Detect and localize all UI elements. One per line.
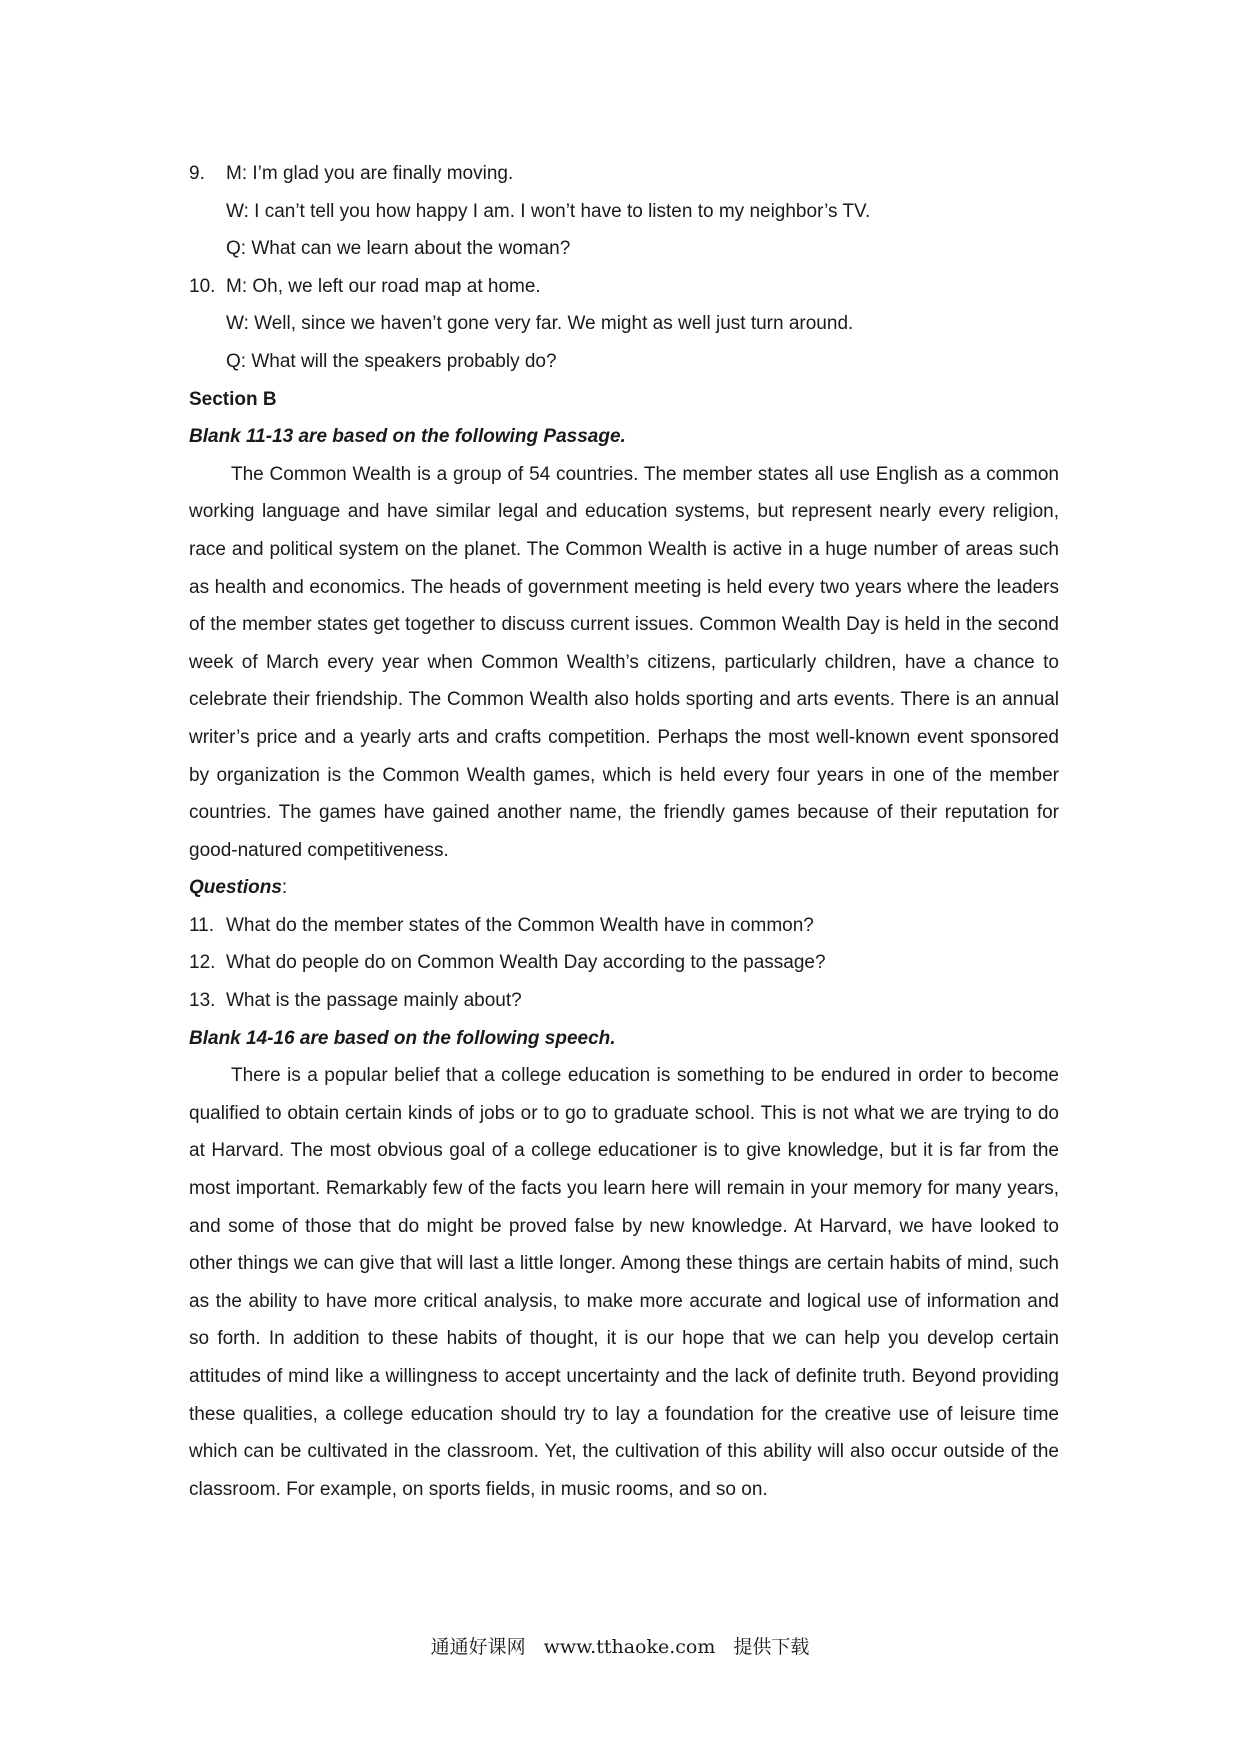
question-item bbox=[189, 982, 1059, 1020]
question-number: 13. bbox=[189, 990, 216, 1012]
footer-site-name: 通通好课网 bbox=[430, 1636, 526, 1658]
dialogue-line: W: I can’t tell you how happy I am. I won’t have to listen to my neighbor’s TV. bbox=[226, 200, 871, 222]
dialogue-question: Q: What can we learn about the woman? bbox=[226, 238, 571, 260]
page-footer bbox=[0, 1632, 1240, 1659]
passage-heading: Blank 14-16 are based on the following speech. bbox=[189, 1027, 616, 1049]
question-item bbox=[189, 944, 1059, 982]
question-number: 11. bbox=[189, 914, 215, 936]
dialogue-line: W: Well, since we haven’t gone very far. We might as well just turn around. bbox=[226, 313, 854, 335]
passage-text: The Common Wealth is a group of 54 countries. The member states all use English as a common working language and have similar legal and education systems, but represent nearly every religion, race and political system on the planet. The Common Wealth is active in a huge number of areas such as health and economics. The heads of government meeting is held every two years where the leaders of the member states get together to discuss current issues. Common Wealth Day is held in the second week of March every year when Common Wealth’s citizens, particularly children, have a chance to celebrate their friendship. The Common Wealth also holds sporting and arts events. There is an annual writer’s price and a yearly arts and crafts competition. Perhaps the most well-known event sponsored by organization is the Common Wealth games, which is held every four years in one of the member countries. The games have gained another name, the friendly games because of their reputation for good-natured competitiveness. bbox=[189, 463, 1059, 861]
dialogue-question: Q: What will the speakers probably do? bbox=[226, 350, 557, 372]
footer-url: www.tthaoke.com bbox=[543, 1636, 716, 1658]
question-text: What is the passage mainly about? bbox=[226, 990, 522, 1012]
footer-action: 提供下载 bbox=[733, 1636, 810, 1658]
questions-colon: : bbox=[281, 877, 288, 899]
questions-label: Questions bbox=[189, 877, 282, 899]
dialogue-item bbox=[189, 155, 1059, 193]
section-title: Section B bbox=[189, 388, 277, 410]
dialogue-number: 9. bbox=[189, 163, 205, 184]
questions-heading bbox=[189, 869, 1059, 907]
question-text: What do the member states of the Common Wealth have in common? bbox=[226, 914, 814, 936]
dialogue-line: M: I’m glad you are finally moving. bbox=[226, 163, 514, 184]
passage-text: There is a popular belief that a college education is something to be endured in order to become qualified to obtain certain kinds of jobs or to go to graduate school. This is not what we are trying to do at Harvard. The most obvious goal of a college educationer is to give knowledge, but it is far from the most important. Remarkably few of the facts you learn here will remain in your memory for many years, and some of those that do might be proved false by new knowledge. At Harvard, we have looked to other things we can give that will last a little longer. Among these things are certain habits of mind, such as the ability to have more critical analysis, to make more accurate and logical use of information and so forth. In addition to these habits of thought, it is our hope that we can help you develop certain attitudes of mind like a willingness to accept uncertainty and the lack of definite truth. Beyond providing these qualities, a college education should try to lay a foundation for the creative use of leisure time which can be cultivated in the classroom. Yet, the cultivation of this ability will also occur outside of the classroom. For example, on sports fields, in music rooms, and so on. bbox=[189, 1065, 1059, 1500]
passage-heading: Blank 11-13 are based on the following Passage. bbox=[189, 426, 626, 448]
dialogue-item bbox=[189, 268, 1059, 306]
dialogue-number: 10. bbox=[189, 275, 216, 297]
dialogue-line: M: Oh, we left our road map at home. bbox=[226, 275, 541, 297]
question-number: 12. bbox=[189, 952, 216, 974]
question-item bbox=[189, 907, 1059, 945]
question-text: What do people do on Common Wealth Day according to the passage? bbox=[226, 952, 826, 974]
document-page bbox=[189, 155, 1059, 1508]
